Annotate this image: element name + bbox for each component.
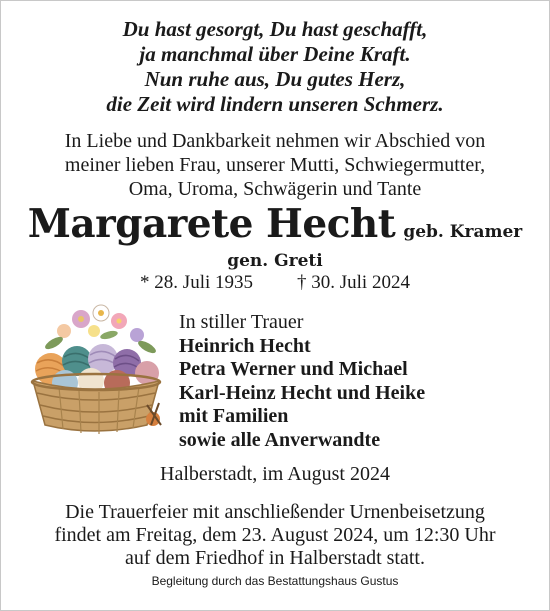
mourner-name: sowie alle Anverwandte [179,428,381,451]
service-line: auf dem Friedhof in Halberstadt statt. [125,547,425,569]
mourner-name: Karl-Heinz Hecht und Heike [179,381,426,404]
deceased-name: Margarete Hecht [27,201,396,247]
poem-line: die Zeit wird lindern unseren Schmerz. [106,92,444,116]
intro-line: Oma, Uroma, Schwägerin und Tante [128,178,422,200]
nickname: gen. Greti [227,251,323,271]
service-line: findet am Freitag, dem 23. August 2024, um 12:30 Uhr [54,524,496,546]
funeral-home-credit: Begleitung durch das Bestattungshaus Gustus [151,574,399,588]
deceased-name-row [1,201,549,247]
poem [1,17,549,117]
yarn-basket-icon [19,301,169,446]
death-date: † 30. Juli 2024 [297,272,410,293]
life-dates [1,272,549,294]
place-date: Halberstadt, im August 2024 [160,463,390,485]
intro-text [1,129,549,201]
funeral-service-info [1,501,549,570]
service-line: Die Trauerfeier mit anschließender Urnenbeisetzung [65,501,485,523]
intro-line: meiner lieben Frau, unserer Mutti, Schwiegermutter, [64,154,486,176]
poem-line: ja manchmal über Deine Kraft. [139,42,411,66]
mourner-name: mit Familien [179,405,289,427]
mourner-name: Heinrich Hecht [179,334,311,357]
birth-name: geb. Kramer [403,222,523,242]
mourner-name: Petra Werner und Michael [179,358,408,380]
intro-line: In Liebe und Dankbarkeit nehmen wir Abschied von [64,130,486,152]
birth-date: * 28. Juli 1935 [140,272,253,293]
poem-line: Du hast gesorgt, Du hast geschafft, [122,17,428,41]
mourners-intro: In stiller Trauer [179,311,304,333]
mourners-list [179,311,425,452]
poem-line: Nun ruhe aus, Du gutes Herz, [144,67,406,91]
